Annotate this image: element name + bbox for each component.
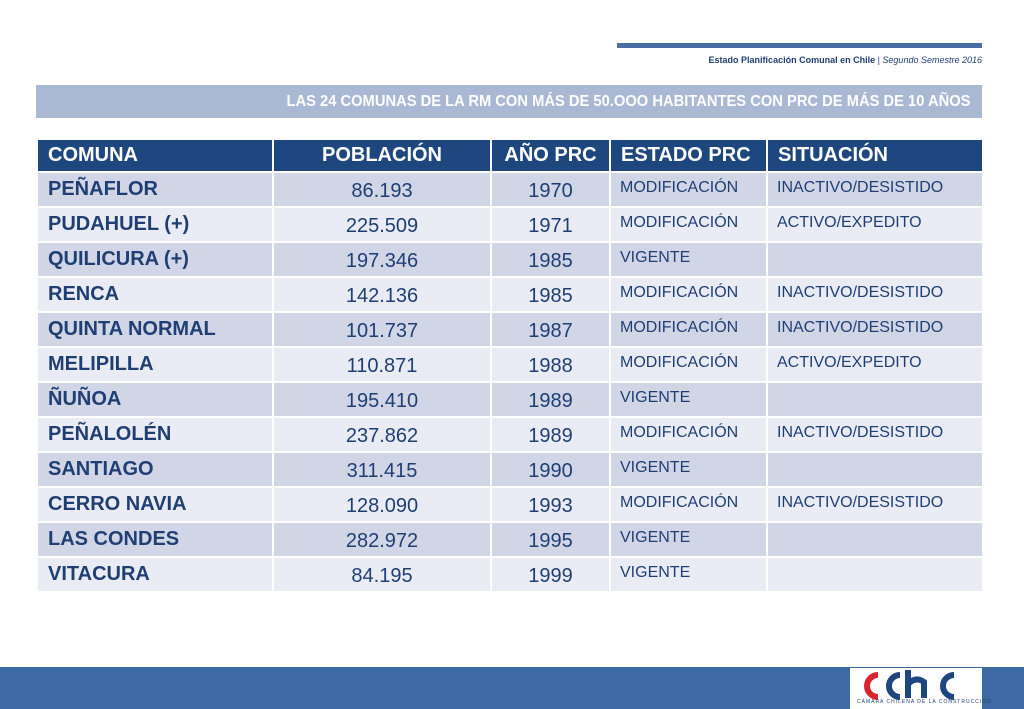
cell-anio-prc-value: 1990 xyxy=(528,460,573,482)
cell-anio-prc-value: 1989 xyxy=(528,425,573,447)
cell-situacion xyxy=(767,557,983,592)
table-header-row xyxy=(37,139,983,172)
header-caption-separator: | xyxy=(875,55,883,65)
cell-situacion xyxy=(767,452,983,487)
header-anio-prc: AÑO PRC xyxy=(491,139,610,172)
cell-anio-prc xyxy=(491,452,610,487)
cell-estado-prc xyxy=(610,487,767,522)
cell-situacion xyxy=(767,207,983,242)
cell-anio-prc xyxy=(491,242,610,277)
cell-anio-prc-value: 1971 xyxy=(528,215,573,237)
header-caption-title: Estado Planificación Comunal en Chile xyxy=(708,55,876,65)
cell-poblacion-value: 195.410 xyxy=(345,390,419,412)
cell-anio-prc-value: 1988 xyxy=(528,355,573,377)
cell-poblacion-value: 237.862 xyxy=(345,425,419,447)
cell-estado-prc xyxy=(610,242,767,277)
cell-anio-prc-value: 1970 xyxy=(528,180,573,202)
cell-estado-prc-value: VIGENTE xyxy=(620,249,691,266)
cell-comuna: RENCA xyxy=(37,277,273,312)
cell-comuna: QUILICURA (+) xyxy=(37,242,273,277)
cell-anio-prc xyxy=(491,347,610,382)
cell-comuna: QUINTA NORMAL xyxy=(37,312,273,347)
cell-comuna: LAS CONDES xyxy=(37,522,273,557)
document-header-caption xyxy=(709,55,982,65)
cell-estado-prc xyxy=(610,522,767,557)
table-row xyxy=(37,452,983,487)
cell-poblacion xyxy=(273,207,491,242)
cell-estado-prc-value: VIGENTE xyxy=(620,389,691,406)
cell-situacion xyxy=(767,277,983,312)
section-title: LAS 24 COMUNAS DE LA RM CON MÁS DE 50.OOO HABITANTES CON PRC DE MÁS DE 10 AÑOS xyxy=(285,92,970,110)
cell-anio-prc xyxy=(491,557,610,592)
cell-estado-prc-value: VIGENTE xyxy=(620,564,691,581)
cell-comuna: ÑUÑOA xyxy=(37,382,273,417)
table-row xyxy=(37,382,983,417)
cell-estado-prc-value: MODIFICACIÓN xyxy=(620,424,739,441)
cell-poblacion-value: 84.195 xyxy=(351,565,413,587)
cell-poblacion xyxy=(273,452,491,487)
cell-poblacion xyxy=(273,557,491,592)
cell-poblacion xyxy=(273,312,491,347)
header-situacion: SITUACIÓN xyxy=(767,139,983,172)
cell-poblacion xyxy=(273,522,491,557)
table-row xyxy=(37,172,983,207)
cell-anio-prc xyxy=(491,487,610,522)
top-accent-rule xyxy=(617,43,982,48)
cell-anio-prc xyxy=(491,417,610,452)
cell-poblacion-value: 110.871 xyxy=(346,355,418,377)
cell-estado-prc xyxy=(610,312,767,347)
cell-situacion-value: INACTIVO/DESISTIDO xyxy=(777,494,944,511)
cell-estado-prc-value: MODIFICACIÓN xyxy=(620,354,739,371)
cell-anio-prc-value: 1993 xyxy=(528,495,573,517)
header-estado-prc: ESTADO PRC xyxy=(610,139,767,172)
cell-poblacion-value: 101.737 xyxy=(345,320,419,342)
cell-poblacion xyxy=(273,487,491,522)
cell-comuna: PUDAHUEL (+) xyxy=(37,207,273,242)
table-row xyxy=(37,312,983,347)
table-row xyxy=(37,347,983,382)
cell-situacion xyxy=(767,522,983,557)
cell-estado-prc-value: MODIFICACIÓN xyxy=(620,284,739,301)
cell-situacion-value: ACTIVO/EXPEDITO xyxy=(777,354,922,371)
cell-comuna: SANTIAGO xyxy=(37,452,273,487)
cell-situacion-value: INACTIVO/DESISTIDO xyxy=(777,424,944,441)
cell-estado-prc-value: MODIFICACIÓN xyxy=(620,494,739,511)
cell-situacion-value: INACTIVO/DESISTIDO xyxy=(777,179,944,196)
cell-poblacion-value: 128.090 xyxy=(345,495,419,517)
header-caption-period: Segundo Semestre 2016 xyxy=(882,55,982,65)
cell-situacion xyxy=(767,382,983,417)
cell-estado-prc xyxy=(610,207,767,242)
section-title-banner xyxy=(36,85,982,118)
cell-situacion-value: ACTIVO/EXPEDITO xyxy=(777,214,922,231)
cell-estado-prc xyxy=(610,452,767,487)
cell-poblacion-value: 225.509 xyxy=(345,215,419,237)
cell-comuna: MELIPILLA xyxy=(37,347,273,382)
cell-poblacion xyxy=(273,417,491,452)
cell-situacion-value: INACTIVO/DESISTIDO xyxy=(777,284,944,301)
cell-anio-prc xyxy=(491,382,610,417)
cell-situacion xyxy=(767,312,983,347)
table-row xyxy=(37,207,983,242)
header-poblacion: POBLACIÓN xyxy=(273,139,491,172)
cell-comuna: VITACURA xyxy=(37,557,273,592)
cell-poblacion-value: 142.136 xyxy=(345,285,419,307)
cell-estado-prc-value: VIGENTE xyxy=(620,529,691,546)
table-row xyxy=(37,242,983,277)
cell-anio-prc-value: 1999 xyxy=(528,565,573,587)
cell-poblacion-value: 197.346 xyxy=(345,250,419,272)
cell-poblacion xyxy=(273,382,491,417)
table-row xyxy=(37,522,983,557)
cell-comuna: CERRO NAVIA xyxy=(37,487,273,522)
cell-estado-prc xyxy=(610,277,767,312)
table-row xyxy=(37,277,983,312)
cell-anio-prc-value: 1995 xyxy=(528,530,573,552)
logo-container xyxy=(850,668,992,709)
table-row xyxy=(37,557,983,592)
comunas-table xyxy=(36,138,984,593)
cell-estado-prc-value: MODIFICACIÓN xyxy=(620,319,739,336)
cell-anio-prc-value: 1985 xyxy=(528,250,573,272)
cell-situacion xyxy=(767,242,983,277)
cell-anio-prc xyxy=(491,172,610,207)
cell-anio-prc-value: 1985 xyxy=(528,285,573,307)
cell-poblacion-value: 282.972 xyxy=(345,530,419,552)
cell-anio-prc xyxy=(491,312,610,347)
cell-anio-prc xyxy=(491,277,610,312)
cell-estado-prc xyxy=(610,347,767,382)
cell-situacion xyxy=(767,487,983,522)
cell-estado-prc-value: VIGENTE xyxy=(620,459,691,476)
cell-estado-prc xyxy=(610,172,767,207)
cell-poblacion xyxy=(273,277,491,312)
header-comuna: COMUNA xyxy=(37,139,273,172)
cell-poblacion xyxy=(273,242,491,277)
cell-anio-prc-value: 1987 xyxy=(528,320,573,342)
cell-anio-prc-value: 1989 xyxy=(528,390,573,412)
cell-estado-prc xyxy=(610,417,767,452)
cell-estado-prc xyxy=(610,382,767,417)
cell-poblacion xyxy=(273,172,491,207)
table-row xyxy=(37,417,983,452)
cell-comuna: PEÑAFLOR xyxy=(37,172,273,207)
cell-comuna: PEÑALOLÉN xyxy=(37,417,273,452)
cell-poblacion xyxy=(273,347,491,382)
cell-situacion xyxy=(767,172,983,207)
cell-anio-prc xyxy=(491,522,610,557)
cell-anio-prc xyxy=(491,207,610,242)
cchc-logo-icon xyxy=(856,670,978,700)
cell-poblacion-value: 86.193 xyxy=(351,180,413,202)
cell-poblacion-value: 311.415 xyxy=(346,460,418,482)
cell-situacion-value: INACTIVO/DESISTIDO xyxy=(777,319,944,336)
cell-situacion xyxy=(767,347,983,382)
cell-situacion xyxy=(767,417,983,452)
logo-caption: CÁMARA CHILENA DE LA CONSTRUCCIÓN xyxy=(857,699,992,705)
table-row xyxy=(37,487,983,522)
cell-estado-prc-value: MODIFICACIÓN xyxy=(620,214,739,231)
cell-estado-prc xyxy=(610,557,767,592)
cell-estado-prc-value: MODIFICACIÓN xyxy=(620,179,739,196)
table-body xyxy=(37,172,983,592)
